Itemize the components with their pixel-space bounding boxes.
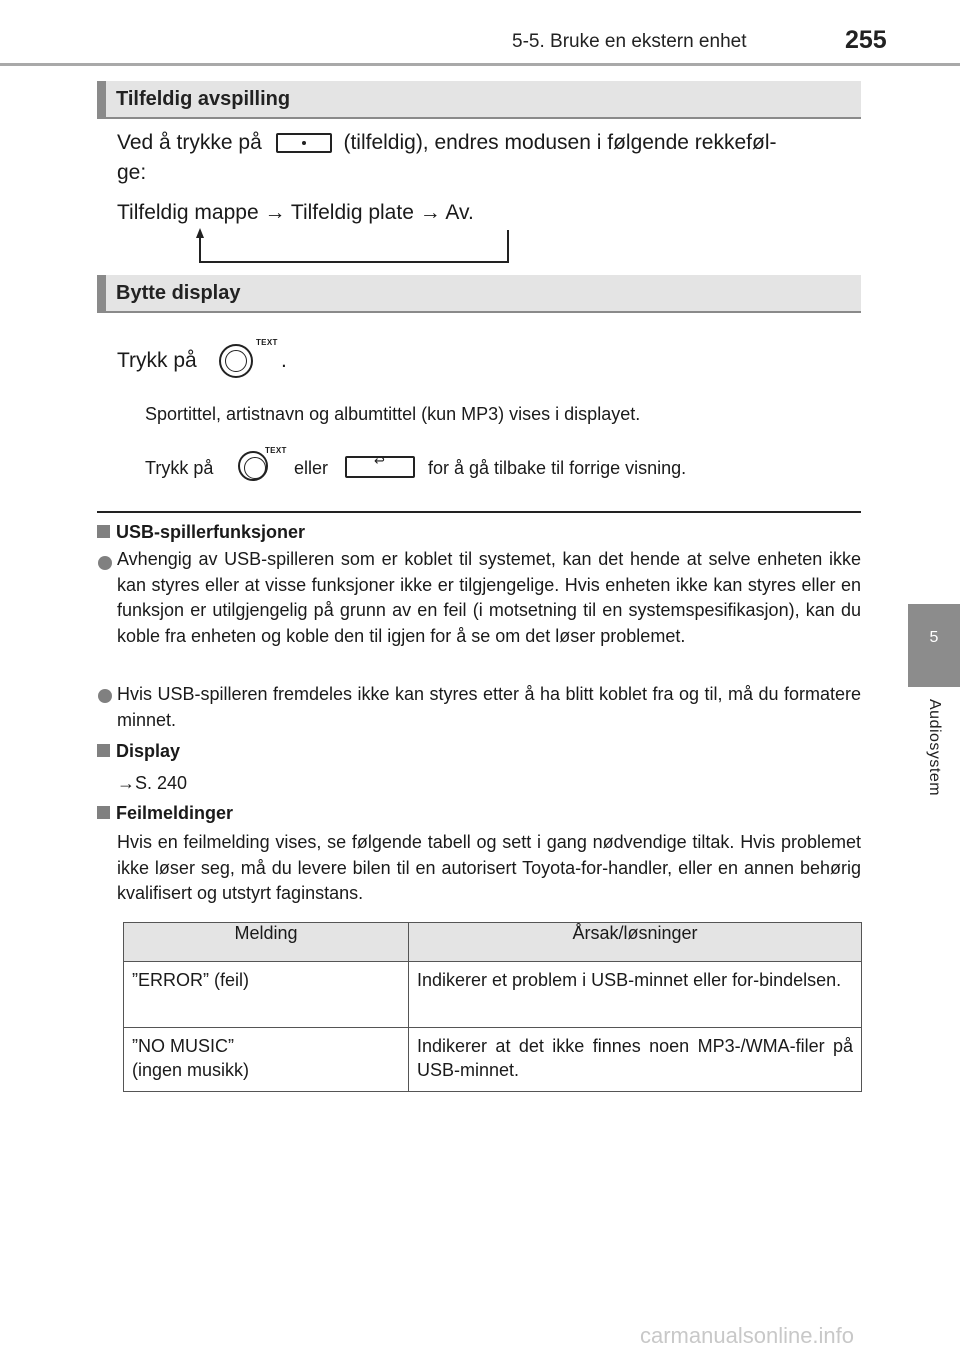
table-header-message: Melding <box>124 923 409 962</box>
header-divider <box>0 63 960 66</box>
note-square-icon <box>97 806 110 819</box>
usb-note-2: Hvis USB-spilleren fremdeles ikke kan styres etter å ha blitt koblet fra og til, må du formatere minnet. <box>117 684 861 730</box>
table-header-row <box>124 923 862 962</box>
or-text: eller <box>294 458 329 478</box>
message-text-translation: (ingen musikk) <box>132 1060 250 1080</box>
mode-sequence: Tilfeldig mappe → Tilfeldig plate → Av. <box>117 201 474 224</box>
note-square-icon <box>97 525 110 538</box>
message-text: ”ERROR” (feil) <box>132 970 249 990</box>
notes-divider <box>97 511 861 513</box>
instruction-continuation: ge: <box>117 161 147 184</box>
errors-intro-text: Hvis en feilmelding vises, se følgende tabell og sett i gang nødvendige tiltak. Hvis problemet ikke løser seg, må du levere bilen til en autorisert Toyota-for-handler, eller en annen behørig kvalifisert og utstyrt faginstans. <box>117 832 861 903</box>
section-marker <box>97 81 106 119</box>
return-text-end: for å gå tilbake til forrige visning. <box>428 458 687 478</box>
random-button-icon <box>276 133 332 153</box>
table-cell-message <box>124 1028 409 1092</box>
random-play-instruction <box>117 128 867 158</box>
note-title-text: Display <box>116 741 181 761</box>
section-title: Bytte display <box>116 282 241 304</box>
section-header-random-play <box>97 81 861 119</box>
message-text: ”NO MUSIC” <box>132 1036 234 1056</box>
table-row <box>124 1028 862 1092</box>
usb-note-1: Avhengig av USB-spilleren som er koblet til systemet, kan det hende at selve enheten ikke kan styres eller at visse funksjoner ikke er tilgjengelige. Hvis enheten ikke kan styres eller en funksjon er utilgjengelig på grunn av en feil (i motsetning til en systemspesifikasjon), kan du koble fra enheten og koble den til igjen for å se om det løser problemet. <box>117 549 861 646</box>
section-title: Tilfeldig avspilling <box>116 88 291 110</box>
table-cell-message <box>124 962 409 1028</box>
page-number: 255 <box>845 26 887 54</box>
table-header-cause: Årsak/løsninger <box>409 923 862 962</box>
table-cell-cause: Indikerer at det ikke finnes noen MP3-/WMA-filer på USB-minnet. <box>409 1028 862 1092</box>
note-errors-title <box>97 803 233 824</box>
instruction-text-end: (tilfeldig), endres modusen i følgende rekkeføl- <box>343 131 777 154</box>
bullet-icon <box>98 689 112 703</box>
text-knob-icon <box>219 340 279 380</box>
chapter-tab-label: Audiosystem <box>926 699 943 797</box>
note-display-title <box>97 741 180 762</box>
chapter-tab-label-box <box>908 687 960 857</box>
bullet-icon <box>98 556 112 570</box>
return-press-text: Trykk på <box>145 458 214 478</box>
watermark: carmanualsonline.info <box>640 1323 855 1348</box>
table-cell-cause: Indikerer et problem i USB-minnet eller for-bindelsen. <box>409 962 862 1028</box>
display-page-reference[interactable]: →S. 240 <box>117 773 188 793</box>
chapter-heading: 5-5. Bruke en ekstern enhet <box>512 31 747 52</box>
knob-label: TEXT <box>256 338 278 347</box>
text-knob-icon <box>238 448 288 488</box>
note-square-icon <box>97 744 110 757</box>
chapter-tab-number: 5 <box>929 629 939 646</box>
chapter-tab[interactable] <box>908 604 960 687</box>
press-instruction-end: . <box>281 349 287 372</box>
display-info-text: Sportittel, artistnavn og albumtittel (kun MP3) vises i displayet. <box>145 404 641 424</box>
instruction-text-start: Ved å trykke på <box>117 131 262 154</box>
section-header-switch-display <box>97 275 861 313</box>
table-row <box>124 962 862 1028</box>
section-marker <box>97 275 106 313</box>
cycle-arrow-icon <box>190 226 515 266</box>
error-message-table <box>123 922 862 1092</box>
note-title-text: USB-spillerfunksjoner <box>116 522 306 542</box>
back-button-icon: ↩ <box>345 456 415 478</box>
note-title-text: Feilmeldinger <box>116 803 234 823</box>
note-usb-title <box>97 522 305 543</box>
knob-label: TEXT <box>265 446 287 455</box>
press-instruction: Trykk på <box>117 349 197 372</box>
